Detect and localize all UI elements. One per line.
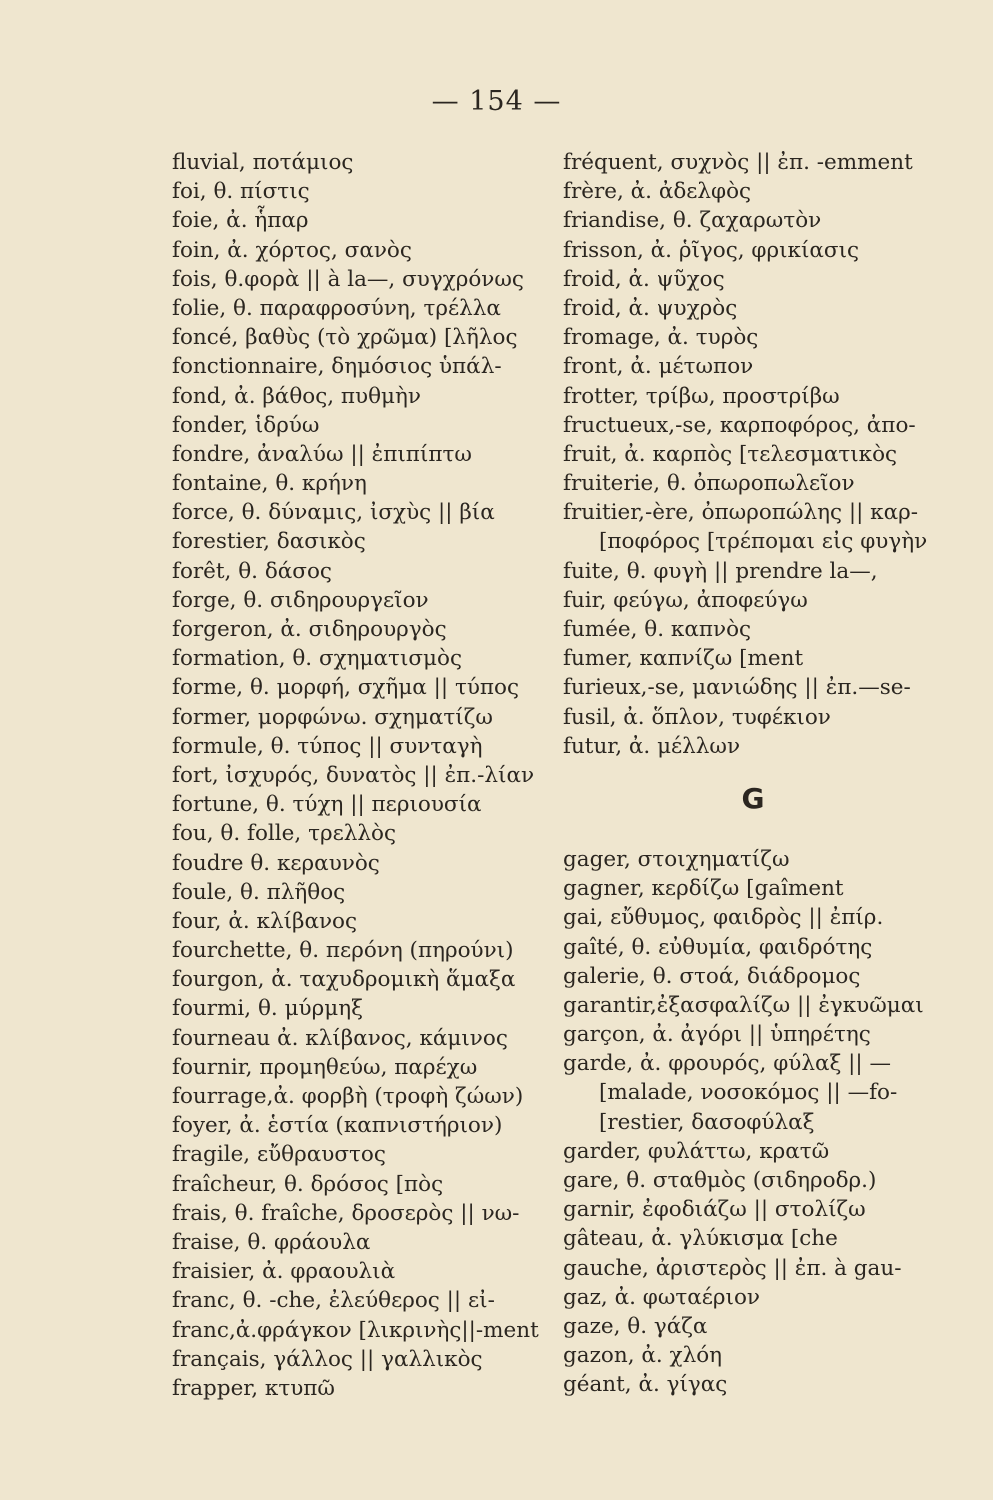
dictionary-entry: fournir, προμηθεύω, παρέχω — [172, 1054, 478, 1080]
dictionary-entry: fraise, θ. φράουλα — [172, 1229, 371, 1255]
dictionary-entry: fruit, ἀ. καρπὸς [τελεσματικὸς — [563, 441, 898, 467]
dictionary-entry: garder, φυλάττω, κρατῶ — [563, 1138, 830, 1164]
dictionary-entry: fourneau ἀ. κλίβανος, κάμινος — [172, 1025, 508, 1051]
dictionary-entry: futur, ἀ. μέλλων — [563, 733, 741, 759]
dictionary-entry: fraîcheur, θ. δρόσος [πὸς — [172, 1171, 444, 1197]
dictionary-entry: gazon, ἀ. χλόη — [563, 1343, 723, 1369]
dictionary-entry: frais, θ. fraîche, δροσερὸς || νω- — [172, 1200, 520, 1226]
dictionary-entry: forêt, θ. δάσος — [172, 558, 332, 584]
dictionary-entry: friandise, θ. ζαχαρωτὸν — [563, 208, 822, 234]
dictionary-entry: folie, θ. παραφροσύνη, τρέλλα — [172, 295, 501, 321]
dictionary-entry: fréquent, συχνὸς || ἐπ. -emment — [563, 150, 913, 175]
dictionary-entry: forme, θ. μορφή, σχῆμα || τύπος — [172, 675, 520, 701]
dictionary-entry: gager, στοιχηματίζω — [563, 846, 790, 872]
section-letter-heading: G — [741, 781, 765, 815]
dictionary-entry: fluvial, ποτάμιος — [172, 150, 354, 175]
dictionary-entry: forge, θ. σιδηρουργεῖον — [172, 587, 429, 613]
dictionary-entry: fondre, ἀναλύω || ἐπιπίπτω — [172, 441, 472, 467]
dictionary-entry: frisson, ἀ. ῥῖγος, φρικίασις — [563, 237, 860, 263]
dictionary-entry: fuite, θ. φυγὴ || prendre la—, — [563, 558, 878, 584]
dictionary-entry: former, μορφώνω. σχηματίζω — [172, 704, 493, 730]
dictionary-entry: foin, ἀ. χόρτος, σανὸς — [172, 237, 412, 263]
dictionary-entry: froid, ἀ. ψυχρὸς — [563, 295, 738, 321]
dictionary-entry: [restier, δασοφύλαξ — [599, 1109, 815, 1135]
dictionary-entry: fois, θ.φορὰ || à la—, συγχρόνως — [172, 266, 524, 292]
dictionary-entry: fou, θ. folle, τρελλὸς — [172, 821, 396, 847]
dictionary-entry: fumer, καπνίζω [ment — [563, 646, 804, 672]
dictionary-entry: franc, θ. -che, ἐλεύθερος || εἰ- — [172, 1288, 495, 1314]
dictionary-entry: fragile, εὔθραυστος — [172, 1142, 386, 1168]
dictionary-entry: fourchette, θ. περόνη (πηρούνι) — [172, 938, 514, 964]
dictionary-entry: foie, ἀ. ἧπαρ — [172, 208, 309, 234]
dictionary-entry: gare, θ. σταθμὸς (σιδηροδρ.) — [563, 1168, 877, 1193]
dictionary-entry: fontaine, θ. κρήνη — [172, 471, 367, 497]
dictionary-entry: fumée, θ. καπνὸς — [563, 617, 752, 642]
dictionary-entry: force, θ. δύναμις, ἰσχὺς || βία — [172, 500, 495, 526]
dictionary-entry: fusil, ἀ. ὅπλον, τυφέκιον — [563, 704, 831, 730]
dictionary-entry: gaîté, θ. εὐθυμία, φαιδρότης — [563, 934, 873, 960]
dictionary-entry: gauche, ἀριστερὸς || ἐπ. à gau- — [563, 1255, 902, 1281]
right-column-g-entries — [563, 845, 963, 1400]
dictionary-entry: fuir, φεύγω, ἀποφεύγω — [563, 587, 808, 613]
dictionary-entry: galerie, θ. στοά, διάδρομος — [563, 963, 861, 989]
dictionary-entry: gagner, κερδίζω [gaîment — [563, 876, 844, 902]
dictionary-entry: garantir,ἐξασφαλίζω || ἐγκυῶμαι — [563, 992, 924, 1018]
dictionary-entry: foule, θ. πλῆθος — [172, 879, 346, 905]
dictionary-entry: frapper, κτυπῶ — [172, 1375, 335, 1401]
dictionary-entry: gai, εὔθυμος, φαιδρὸς || ἐπίρ. — [563, 905, 884, 931]
dictionary-entry: frère, ἀ. ἀδελφὸς — [563, 179, 752, 205]
dictionary-entry: fourgon, ἀ. ταχυδρομικὴ ἅμαξα — [172, 967, 516, 993]
dictionary-entry: fruitier,-ère, ὀπωροπώλης || καρ- — [563, 500, 919, 526]
dictionary-entry: [ποφόρος [τρέπομαι εἰς φυγὴν — [599, 529, 928, 555]
dictionary-entry: four, ἀ. κλίβανος — [172, 908, 358, 934]
dictionary-entry: foyer, ἀ. ἑστία (καπνιστήριον) — [172, 1113, 503, 1139]
dictionary-entry: froid, ἀ. ψῦχος — [563, 266, 725, 292]
dictionary-entry: front, ἀ. μέτωπον — [563, 354, 754, 380]
dictionary-entry: forestier, δασικὸς — [172, 529, 366, 555]
dictionary-entry: gâteau, ἀ. γλύκισμα [che — [563, 1226, 838, 1252]
dictionary-entry: fructueux,-se, καρποφόρος, ἀπο- — [563, 412, 916, 438]
dictionary-entry: fromage, ἀ. τυρὸς — [563, 325, 759, 351]
dictionary-entry: garnir, ἐφοδιάζω || στολίζω — [563, 1197, 866, 1223]
dictionary-entry: foudre θ. κεραυνὸς — [172, 850, 380, 876]
dictionary-entry: frotter, τρίβω, προστρίβω — [563, 383, 840, 409]
dictionary-entry: fruiterie, θ. ὀπωροπωλεῖον — [563, 471, 855, 497]
right-column-f-entries — [563, 148, 963, 761]
dictionary-entry: fonctionnaire, δημόσιος ὑπάλ- — [172, 354, 502, 380]
dictionary-entry: garçon, ἀ. ἀγόρι || ὑπηρέτης — [563, 1022, 871, 1048]
dictionary-entry: fonder, ἱδρύω — [172, 412, 320, 438]
dictionary-entry: formation, θ. σχηματισμὸς — [172, 646, 463, 672]
dictionary-entry: garde, ἀ. φρουρός, φύλαξ || — — [563, 1051, 891, 1077]
dictionary-entry: [malade, νοσοκόμος || —fo- — [599, 1080, 898, 1106]
page-number: — 154 — — [431, 86, 562, 117]
dictionary-entry: fond, ἀ. βάθος, πυθμὴν — [172, 383, 421, 409]
dictionary-entry: gaz, ἀ. φωταέριον — [563, 1284, 760, 1310]
dictionary-entry: français, γάλλος || γαλλικὸς — [172, 1346, 483, 1372]
dictionary-entry: fortune, θ. τύχη || περιουσία — [172, 792, 482, 818]
dictionary-entry: fraisier, ἀ. φραουλιὰ — [172, 1259, 396, 1285]
dictionary-entry: fourmi, θ. μύρμηξ — [172, 996, 363, 1022]
dictionary-entry: foi, θ. πίστις — [172, 179, 310, 205]
dictionary-entry: géant, ἀ. γίγας — [563, 1372, 728, 1398]
dictionary-entry: gaze, θ. γάζα — [563, 1313, 708, 1339]
dictionary-entry: foncé, βαθὺς (τὸ χρῶμα) [λῆλος — [172, 325, 518, 351]
dictionary-entry: formule, θ. τύπος || συνταγὴ — [172, 733, 483, 759]
dictionary-entry: fort, ἰσχυρός, δυνατὸς || ἐπ.-λίαν — [172, 762, 535, 788]
right-column — [563, 148, 963, 1400]
dictionary-entry: furieux,-se, μανιώδης || ἐπ.—se- — [563, 675, 911, 701]
left-column — [172, 148, 542, 1403]
dictionary-entry: franc,ἀ.φράγκον [λικρινὴς||-ment — [172, 1317, 539, 1343]
dictionary-entry: fourrage,ἀ. φορβὴ (τροφὴ ζώων) — [172, 1084, 524, 1109]
dictionary-entry: forgeron, ἀ. σιδηρουργὸς — [172, 617, 447, 642]
